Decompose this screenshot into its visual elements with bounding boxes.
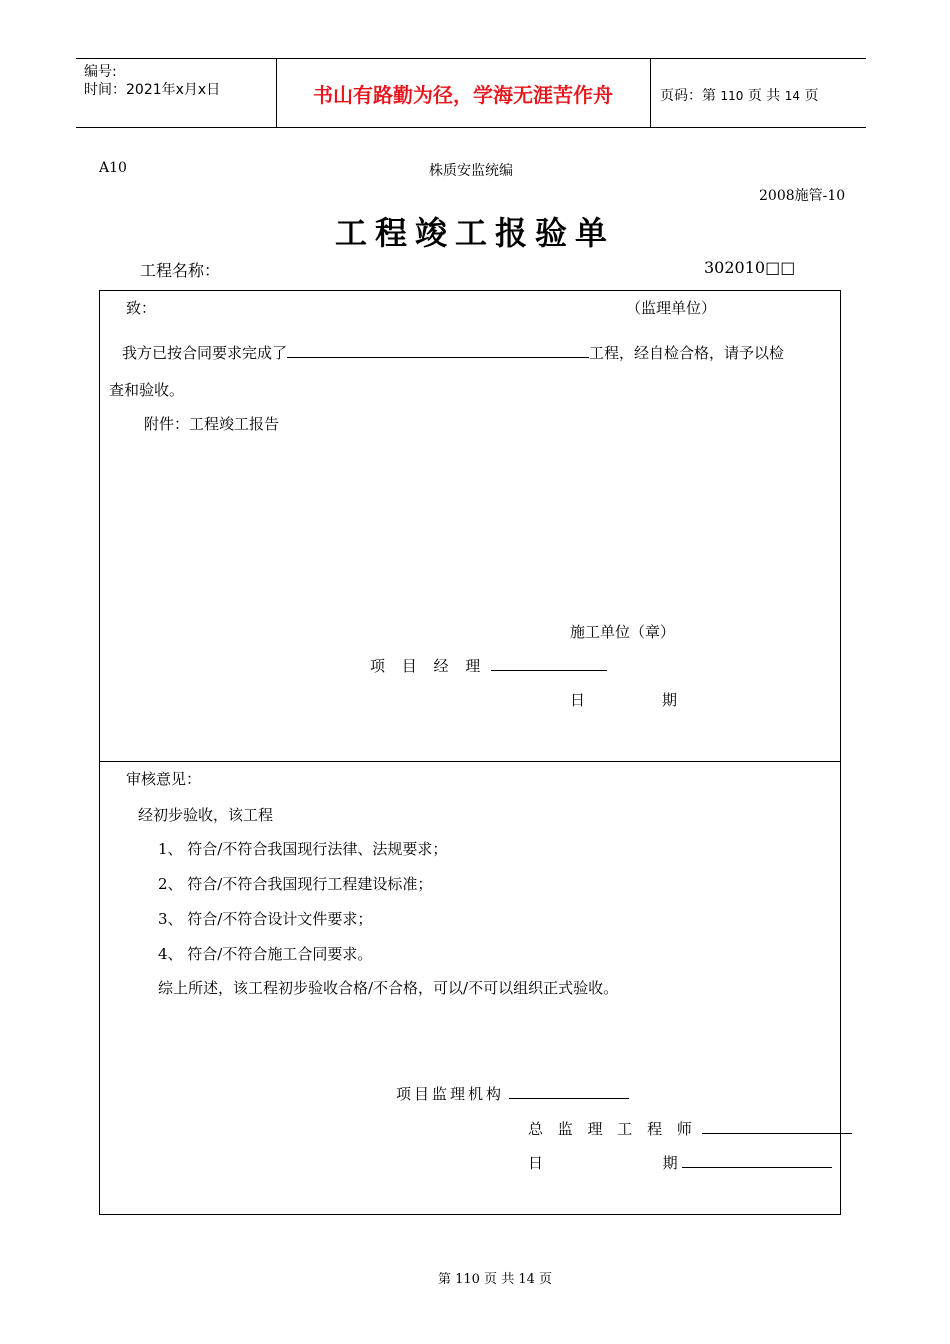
date-a: 日 [570,691,586,709]
section-divider [100,761,840,762]
chief-signature-line[interactable] [702,1119,852,1134]
document-header [76,58,866,128]
page-prefix: 页码：第 [660,88,716,104]
to-label: 致： [126,299,157,317]
pm-label: 项 目 经 理 [370,657,487,675]
pm-signature-line[interactable] [491,656,607,671]
form-code: A10 [99,160,127,176]
page-total: 14 [784,89,800,103]
date-b: 期 [662,691,678,709]
header-motto: 书山有路勤为径，学海无涯苦作舟 [313,83,613,107]
review-item: 3、 符合/不符合设计文件要求； [158,910,373,928]
project-name-label: 工程名称： [140,261,221,280]
date-row [528,1152,832,1173]
attachment-label: 附件：工程竣工报告 [144,415,280,433]
header-page-info [660,85,818,105]
body-line-2: 查和验收。 [109,381,185,399]
body-line-1-start: 我方已按合同要求完成了 [122,344,288,362]
form-box [99,290,841,1215]
body-line-1 [122,342,784,363]
page-number: 110 [720,89,744,103]
time-label: 时间：2021年x月x日 [84,82,221,98]
review-conclusion: 综上所述，该工程初步验收合格/不合格，可以/不可以组织正式验收。 [158,979,619,997]
code-label: 编号: [84,64,117,80]
org-signature-line[interactable] [509,1084,629,1099]
page-suffix: 页 [804,88,819,104]
review-label: 审核意见： [126,770,202,788]
form-number: 2008施管-10 [759,188,846,204]
date-line[interactable] [682,1153,832,1168]
contractor-seal: 施工单位（章） [570,623,676,641]
header-divider [650,59,651,127]
project-blank-line[interactable] [287,343,589,358]
project-code: 302010□□ [704,258,796,277]
page-mid: 页 共 [747,88,781,104]
date-a: 日 [528,1154,544,1172]
review-item: 2、 符合/不符合我国现行工程建设标准； [158,875,433,893]
review-item: 4、 符合/不符合施工合同要求。 [158,945,373,963]
review-item: 1、 符合/不符合我国现行法律、法规要求； [158,840,448,858]
review-intro: 经初步验收，该工程 [138,806,274,824]
compiler: 株质安监统编 [429,163,513,179]
pm-signature-row [370,655,607,676]
chief-signature-row [528,1118,852,1139]
chief-label: 总 监 理 工 程 师 [528,1120,697,1138]
page-footer: 第 110 页 共 14 页 [437,1272,553,1287]
org-signature-row [396,1083,629,1104]
page-title: 工程竣工报验单 [334,214,615,252]
org-label: 项目监理机构 [396,1085,505,1103]
date-b: 期 [662,1154,678,1172]
supervisor-unit: （监理单位） [626,299,717,317]
body-line-1-end: 工程，经自检合格，请予以检 [589,344,785,362]
header-meta [84,63,220,99]
